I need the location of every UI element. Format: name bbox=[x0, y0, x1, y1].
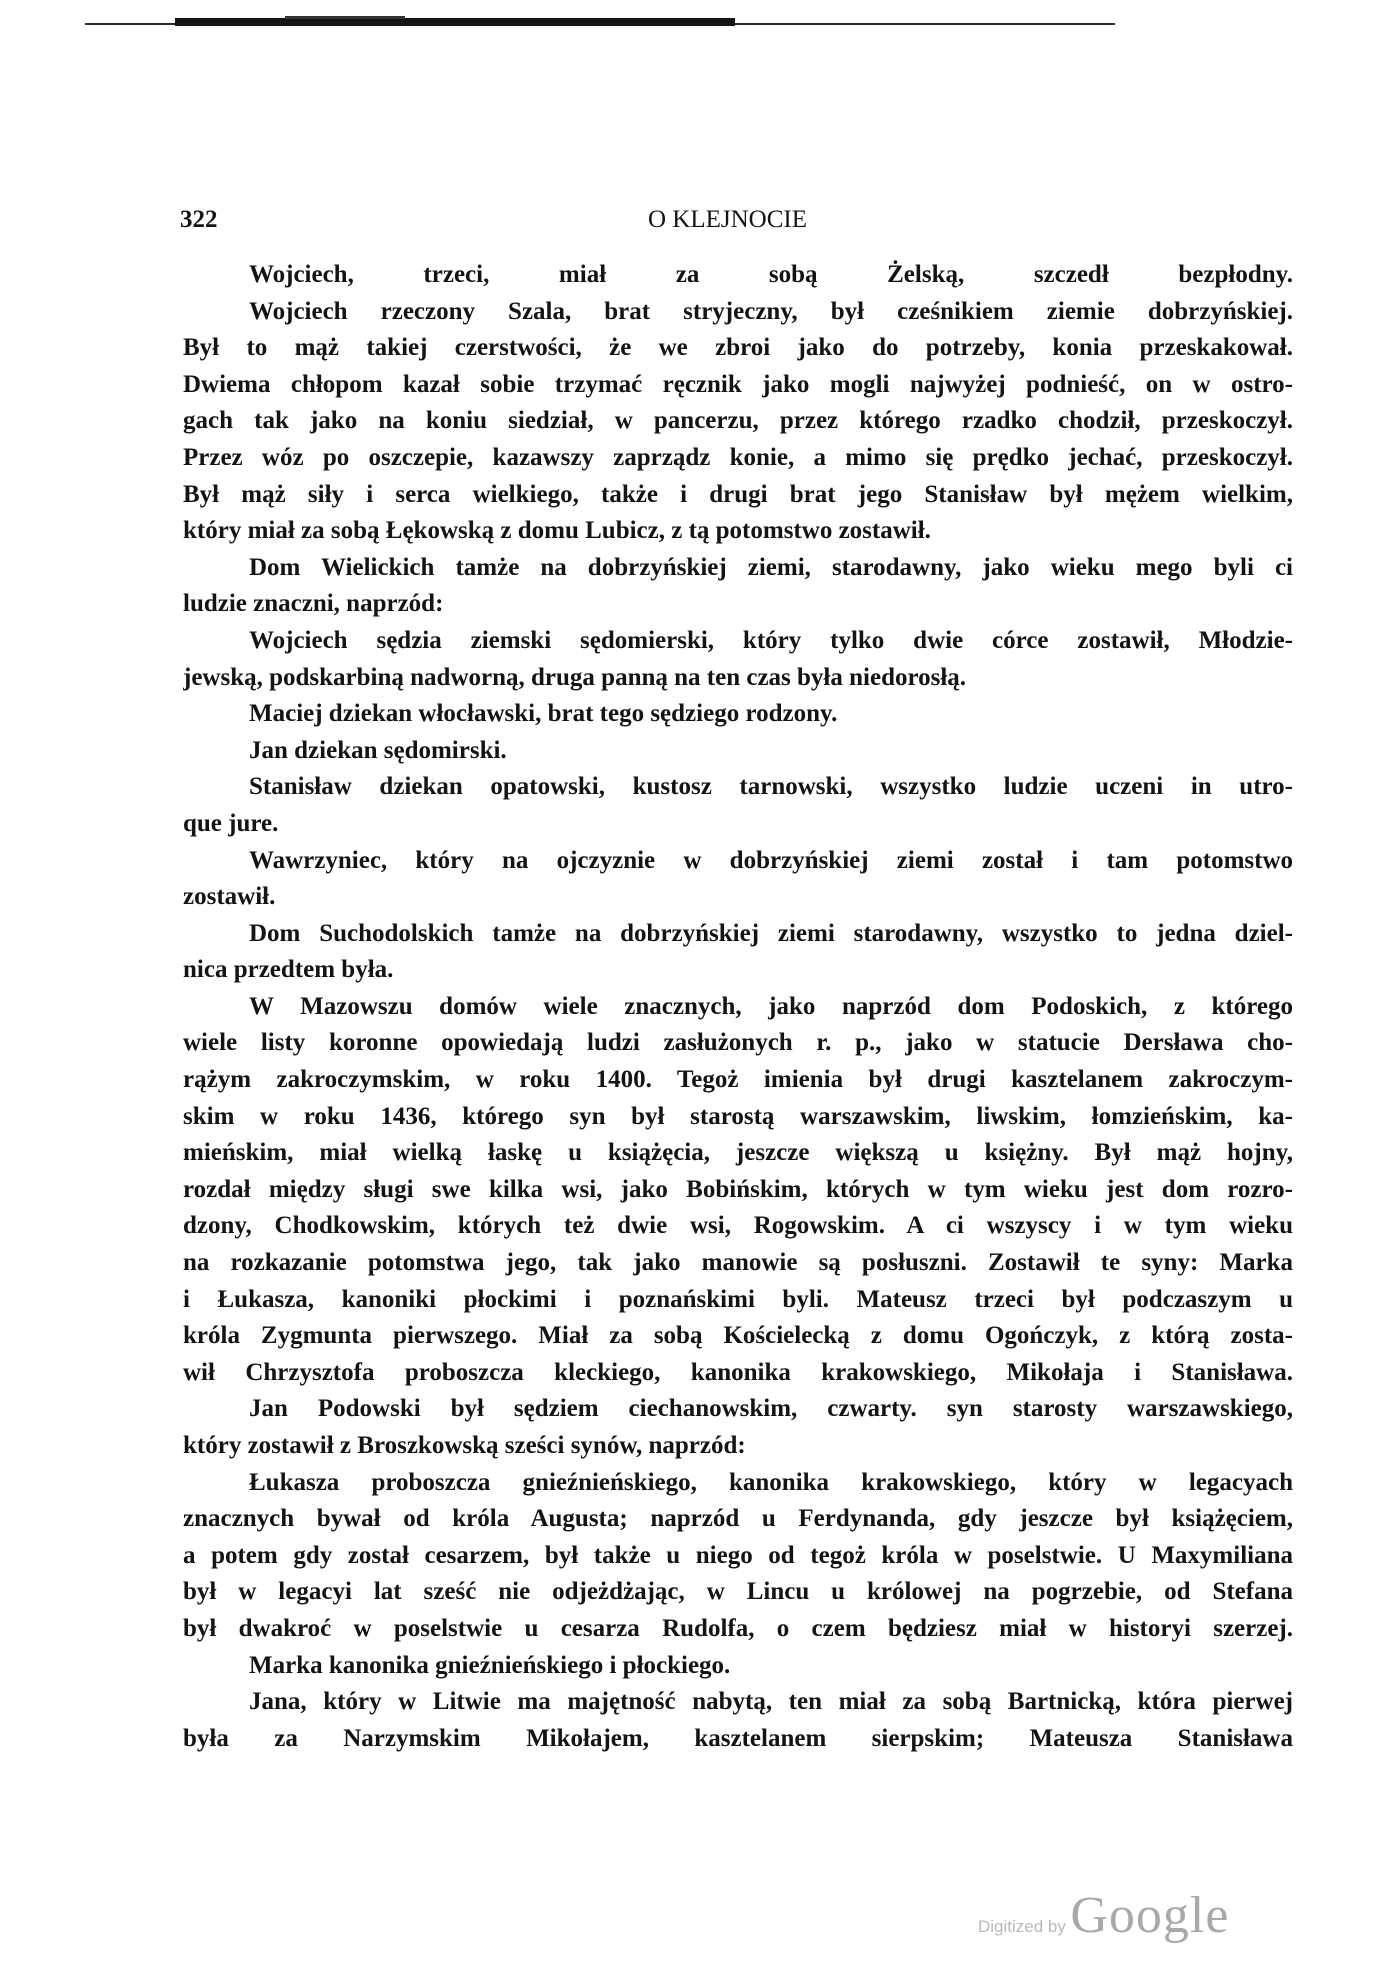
text-line: Dom Suchodolskich tamże na dobrzyńskiej ziemi starodawny, wszystko to jedna dziel- bbox=[249, 919, 1293, 947]
text-line: Wojciech sędzia ziemski sędomierski, który tylko dwie córce zostawił, Młodzie- bbox=[249, 626, 1293, 654]
text-line: Wojciech, trzeci, miał za sobą Żelską, szczedł bezpłodny. bbox=[249, 261, 1293, 288]
text-line: Dwiema chłopom kazał sobie trzymać ręcznik jako mogli najwyżej podnieść, on w ostro- bbox=[183, 370, 1293, 398]
text-line: Jana, który w Litwie ma majętność nabytą, ten miał za sobą Bartnicką, która pierwej bbox=[249, 1688, 1293, 1716]
text-line: była za Narzymskim Mikołajem, kasztelanem sierpskim; Mateusza Stanisława bbox=[183, 1724, 1293, 1752]
text-line: Łukasza proboszcza gnieźnieńskiego, kanonika krakowskiego, który w legacyach bbox=[249, 1468, 1293, 1496]
text-line: a potem gdy został cesarzem, był także u niego od tegoż króla w poselstwie. U Maxymiliana bbox=[183, 1541, 1293, 1569]
text-line: mieńskim, miał wielką łaskę u książęcia, jeszcze większą u księżny. Był mąż hojny, bbox=[183, 1139, 1293, 1167]
text-line: jewską, podskarbiną nadworną, druga panną na ten czas była niedorosłą. bbox=[183, 663, 967, 691]
text-line: który miał za sobą Łękowską z domu Lubicz, z tą potomstwo zostawił. bbox=[183, 517, 931, 545]
text-line: był dwakroć w poselstwie u cesarza Rudolfa, o czem będziesz miał w historyi szerzej. bbox=[183, 1614, 1293, 1642]
running-title: O KLEJNOCIE bbox=[647, 206, 807, 233]
page-number: 322 bbox=[180, 206, 218, 233]
text-line: Dom Wielickich tamże na dobrzyńskiej ziemi, starodawny, jako wieku mego byli ci bbox=[249, 553, 1293, 581]
text-line: znacznych bywał od króla Augusta; naprzód u Ferdynanda, gdy jeszcze był książęciem, bbox=[183, 1505, 1293, 1533]
text-line: zostawił. bbox=[183, 883, 276, 911]
watermark-prefix: Digitized by bbox=[978, 1917, 1066, 1936]
text-line: wiele listy koronne opowiedają ludzi zasłużonych r. p., jako w statucie Dersława cho- bbox=[183, 1029, 1293, 1057]
text-line: Był to mąż takiej czerstwości, że we zbroi jako do potrzeby, konia przeskakował. bbox=[183, 334, 1293, 362]
scan-rule-top bbox=[85, 14, 1115, 30]
text-line: Marka kanonika gnieźnieńskiego i płockiego. bbox=[249, 1651, 731, 1679]
text-line: Wojciech rzeczony Szala, brat stryjeczny, był cześnikiem ziemie dobrzyńskiej. bbox=[249, 297, 1293, 325]
text-line: wił Chrzysztofa proboszcza kleckiego, kanonika krakowskiego, Mikołaja i Stanisława. bbox=[183, 1358, 1293, 1386]
text-line: Jan Podowski był sędziem ciechanowskim, czwarty. syn starosty warszawskiego, bbox=[249, 1395, 1293, 1423]
text-line: który zostawił z Broszkowską sześci synów, naprzód: bbox=[183, 1432, 746, 1459]
text-line: rozdał między sługi swe kilka wsi, jako Bobińskim, których w tym wieku jest dom rozro- bbox=[183, 1175, 1293, 1203]
text-line: Maciej dziekan włocławski, brat tego sędziego rodzony. bbox=[249, 700, 838, 728]
text-line: gach tak jako na koniu siedział, w pancerzu, przez którego rzadko chodził, przeskoczył. bbox=[183, 407, 1293, 435]
text-line: Był mąż siły i serca wielkiego, także i drugi brat jego Stanisław był mężem wielkim, bbox=[183, 480, 1293, 508]
text-line: skim w roku 1436, którego syn był starostą warszawskim, liwskim, łomzieńskim, ka- bbox=[183, 1102, 1293, 1130]
text-line: był w legacyi lat sześć nie odjeżdżając, w Lincu u królowej na pogrzebie, od Stefana bbox=[183, 1578, 1293, 1606]
text-line: nica przedtem była. bbox=[183, 956, 394, 984]
text-line: rążym zakroczymskim, w roku 1400. Tegoż imienia był drugi kasztelanem zakroczym- bbox=[183, 1066, 1293, 1094]
body-text bbox=[183, 257, 1293, 1757]
text-line: Wawrzyniec, który na ojczyznie w dobrzyńskiej ziemi został i tam potomstwo bbox=[249, 846, 1293, 874]
page-header bbox=[180, 206, 1280, 236]
text-line: Przez wóz po oszczepie, kazawszy zaprządz konie, a mimo się prędko jechać, przeskoczył. bbox=[183, 443, 1293, 471]
text-line: ludzie znaczni, naprzód: bbox=[183, 590, 444, 618]
text-line: i Łukasza, kanoniki płockimi i poznańskimi byli. Mateusz trzeci był podczaszym u bbox=[183, 1285, 1293, 1313]
text-line: Stanisław dziekan opatowski, kustosz tarnowski, wszystko ludzie uczeni in utro- bbox=[249, 773, 1293, 801]
text-line: que jure. bbox=[183, 809, 279, 837]
text-line: króla Zygmunta pierwszego. Miał za sobą Kościelecką z domu Ogończyk, z którą zosta- bbox=[183, 1322, 1293, 1350]
text-line: Jan dziekan sędomirski. bbox=[249, 736, 507, 764]
text-line: W Mazowszu domów wiele znacznych, jako naprzód dom Podoskich, z którego bbox=[249, 992, 1293, 1020]
google-logo: Google bbox=[1070, 1887, 1230, 1944]
text-line: dzony, Chodkowskim, których też dwie wsi, Rogowskim. A ci wszyscy i w tym wieku bbox=[183, 1212, 1293, 1240]
google-digitized-watermark bbox=[978, 1886, 1229, 1946]
text-line: na rozkazanie potomstwa jego, tak jako manowie są posłuszni. Zostawił te syny: Marka bbox=[183, 1249, 1293, 1277]
